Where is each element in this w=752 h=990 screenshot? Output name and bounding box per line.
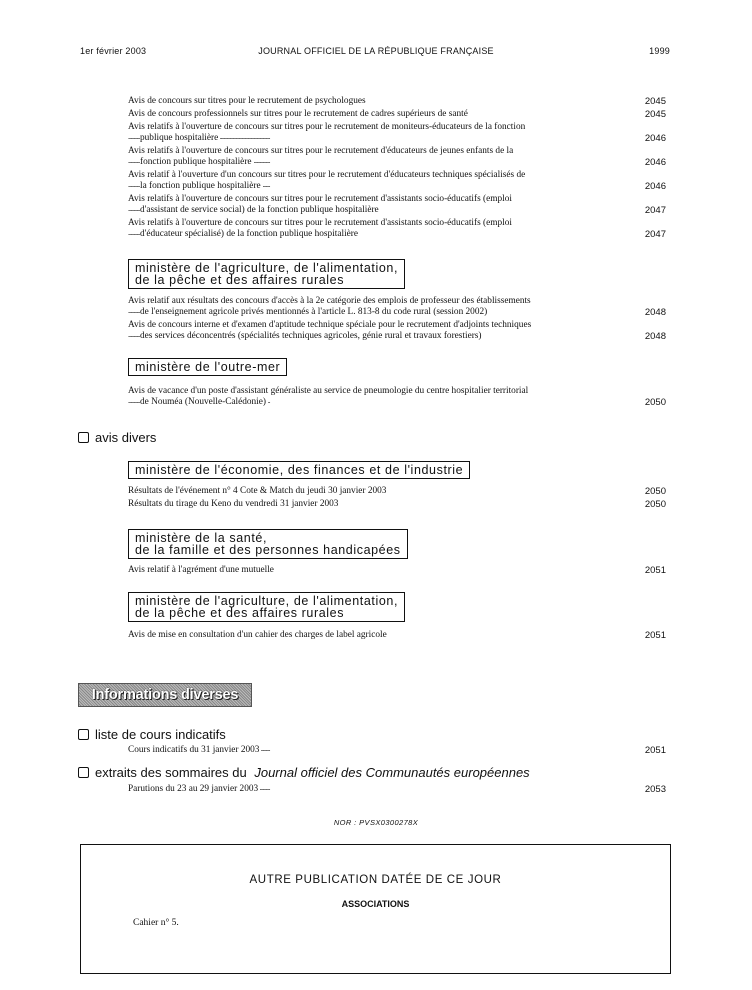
toc-entry <box>128 122 666 144</box>
ministry-heading-line: ministère de l'agriculture, de l'alimentation, <box>135 261 399 275</box>
toc-entry-page: 2050 <box>644 486 666 497</box>
toc-entry-text: Avis de concours professionnels sur titres pour le recrutement de cadres supérieurs de santé <box>128 109 468 119</box>
other-publication-subtitle: ASSOCIATIONS <box>341 899 410 909</box>
toc-entry-text: Avis relatifs à l'ouverture de concours sur titres pour le recrutement d'éducateurs de jeunes enfants de la <box>128 146 514 156</box>
section-title-prefix: extraits des sommaires du <box>95 765 251 780</box>
header-title: JOURNAL OFFICIEL DE LA RÉPUBLIQUE FRANÇAISE <box>258 46 494 56</box>
toc-entry-page: 2051 <box>644 565 666 576</box>
toc-group-sante <box>128 565 666 578</box>
toc-group-extraits <box>128 784 666 797</box>
toc-entry <box>128 96 666 107</box>
ministry-heading-line: ministère de l'outre-mer <box>135 360 281 374</box>
toc-entry <box>128 499 666 510</box>
toc-entry <box>128 218 666 240</box>
ministry-heading-line: ministère de l'économie, des finances et de l'industrie <box>135 463 464 477</box>
toc-group-economie <box>128 486 666 512</box>
header-page-number: 1999 <box>649 46 670 56</box>
toc-entry-text-continued: des services déconcentrés (spécialités techniques agricoles, génie rural et travaux forestiers) <box>140 331 482 341</box>
toc-entry-page: 2046 <box>644 181 666 192</box>
toc-entry-text-continued: publique hospitalière <box>140 133 219 143</box>
toc-group-sante-concours <box>128 96 666 242</box>
checkbox-bullet-icon <box>78 432 89 443</box>
toc-entry-page: 2048 <box>644 331 666 342</box>
toc-entry <box>128 630 666 641</box>
toc-entry-text-continued: d'assistant de service social) de la fonction publique hospitalière <box>140 205 379 215</box>
toc-entry <box>128 745 666 756</box>
toc-entry <box>128 109 666 120</box>
toc-group-cours <box>128 745 666 758</box>
section-title: avis divers <box>95 430 157 445</box>
toc-entry <box>128 386 666 408</box>
toc-entry <box>128 486 666 497</box>
toc-entry-page: 2045 <box>644 96 666 107</box>
ministry-heading-outre-mer <box>128 358 287 376</box>
ministry-heading-line: de la pêche et des affaires rurales <box>135 273 345 287</box>
toc-entry-text: Avis relatifs à l'ouverture de concours sur titres pour le recrutement d'assistants socio-éducatifs (emploi <box>128 194 512 204</box>
other-publication-cahier: Cahier n° 5. <box>133 918 179 928</box>
toc-entry <box>128 194 666 216</box>
nor-reference: NOR : PVSX0300278X <box>333 818 419 827</box>
toc-entry-text: Parutions du 23 au 29 janvier 2003 <box>128 784 259 794</box>
toc-entry-text: Avis relatif à l'ouverture d'un concours sur titres pour le recrutement d'éducateurs techniques spécialisés de <box>128 170 526 180</box>
toc-entry-text-continued: fonction publique hospitalière <box>140 157 252 167</box>
ministry-heading-line: ministère de l'agriculture, de l'alimentation, <box>135 594 399 608</box>
toc-entry-text-continued: de l'enseignement agricole privés mentionnés à l'article L. 813-8 du code rural (session 2002) <box>140 307 488 317</box>
toc-entry <box>128 320 666 342</box>
toc-entry-text: Résultats de l'événement n° 4 Cote & Match du jeudi 30 janvier 2003 <box>128 486 387 496</box>
toc-entry-text: Avis de concours interne et d'examen d'aptitude technique spéciale pour le recrutement d'adjoints techniques <box>128 320 532 330</box>
toc-entry-text: Avis relatifs à l'ouverture de concours sur titres pour le recrutement de moniteurs-éducateurs de la fonction <box>128 122 526 132</box>
checkbox-bullet-icon <box>78 729 89 740</box>
toc-entry <box>128 296 666 318</box>
toc-entry-text-continued: de Nouméa (Nouvelle-Calédonie) <box>140 397 266 407</box>
ministry-heading-line: de la pêche et des affaires rurales <box>135 606 345 620</box>
toc-entry-page: 2048 <box>644 307 666 318</box>
section-cours-indicatifs <box>78 727 226 742</box>
toc-entry-page: 2051 <box>644 630 666 641</box>
ministry-heading-agriculture-2 <box>128 592 405 622</box>
toc-entry-text: Avis relatif à l'agrément d'une mutuelle <box>128 565 274 575</box>
toc-entry-text: Avis relatifs à l'ouverture de concours sur titres pour le recrutement d'assistants socio-éducatifs (emploi <box>128 218 512 228</box>
ministry-heading-line: ministère de la santé, <box>135 531 268 545</box>
toc-entry-page: 2046 <box>644 133 666 144</box>
ministry-heading-sante <box>128 529 408 559</box>
section-title-italic: Journal officiel des Communautés européennes <box>254 765 530 780</box>
toc-entry-text: Avis de vacance d'un poste d'assistant généraliste au service de pneumologie du centre hospitalier territorial <box>128 386 529 396</box>
ministry-heading-line: de la famille et des personnes handicapées <box>135 543 401 557</box>
ministry-heading-economie <box>128 461 470 479</box>
toc-entry-page: 2047 <box>644 205 666 216</box>
toc-entry <box>128 146 666 168</box>
toc-entry-page: 2047 <box>644 229 666 240</box>
toc-entry-text: Avis de concours sur titres pour le recrutement de psychologues <box>128 96 366 106</box>
toc-entry <box>128 784 666 795</box>
toc-entry-page: 2050 <box>644 499 666 510</box>
toc-entry-page: 2046 <box>644 157 666 168</box>
other-publication-title: AUTRE PUBLICATION DATÉE DE CE JOUR <box>249 874 502 886</box>
toc-entry <box>128 170 666 192</box>
toc-entry-text: Cours indicatifs du 31 janvier 2003 <box>128 745 260 755</box>
toc-entry-page: 2051 <box>644 745 666 756</box>
toc-entry-text-continued: la fonction publique hospitalière <box>140 181 261 191</box>
toc-group-agriculture-2 <box>128 630 666 643</box>
informations-diverses-banner: Informations diverses <box>78 683 252 707</box>
section-title: liste de cours indicatifs <box>95 727 226 742</box>
toc-group-outre-mer <box>128 386 666 410</box>
toc-entry-text: Avis relatif aux résultats des concours d'accès à la 2e catégorie des emplois de professeur des établissements <box>128 296 531 306</box>
toc-entry <box>128 565 666 576</box>
other-publication-box <box>80 844 671 974</box>
header-date: 1er février 2003 <box>80 46 147 56</box>
toc-entry-text: Résultats du tirage du Keno du vendredi 31 janvier 2003 <box>128 499 339 509</box>
toc-entry-page: 2050 <box>644 397 666 408</box>
checkbox-bullet-icon <box>78 767 89 778</box>
toc-entry-page: 2053 <box>644 784 666 795</box>
toc-entry-text: Avis de mise en consultation d'un cahier des charges de label agricole <box>128 630 387 640</box>
section-avis-divers <box>78 430 156 445</box>
toc-entry-text-continued: d'éducateur spécialisé) de la fonction publique hospitalière <box>140 229 359 239</box>
toc-entry-page: 2045 <box>644 109 666 120</box>
ministry-heading-agriculture <box>128 259 405 289</box>
toc-group-agriculture <box>128 296 666 344</box>
section-extraits-sommaires <box>78 765 530 780</box>
